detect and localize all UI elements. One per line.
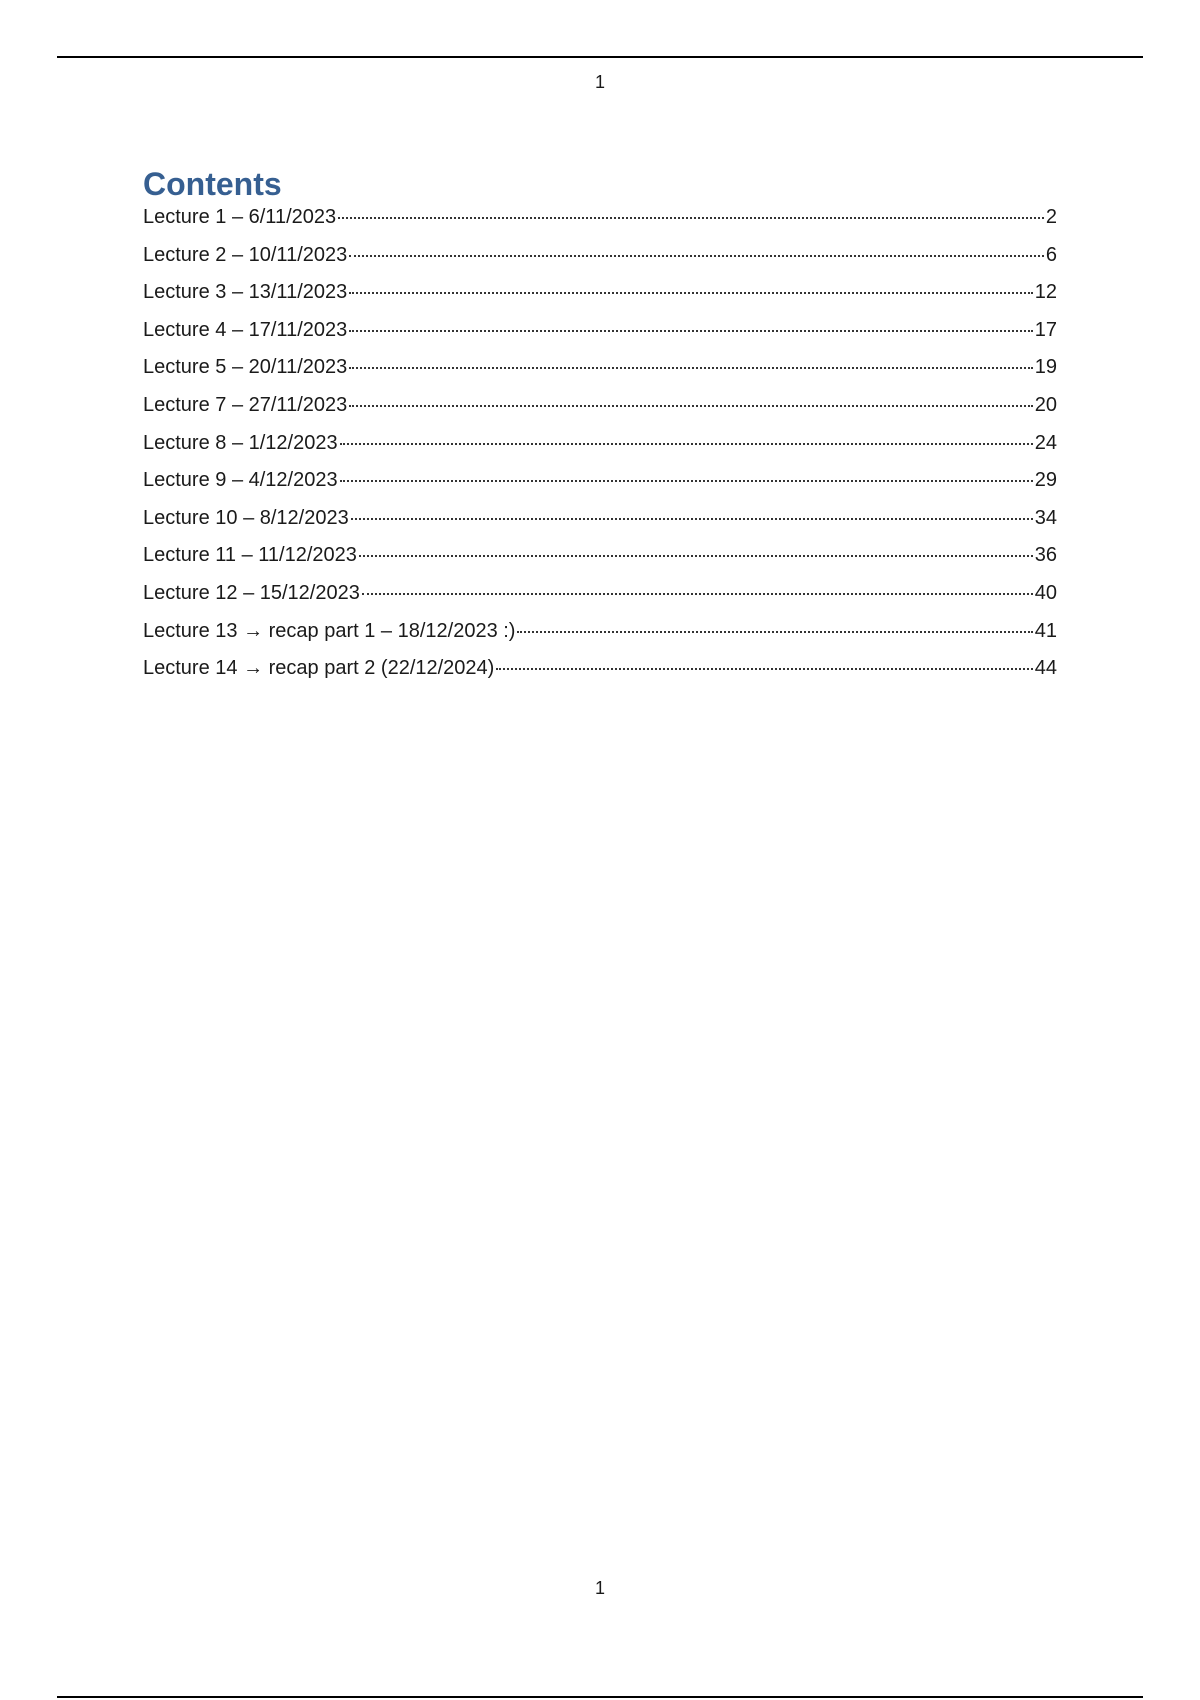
toc-entry-lecture-2[interactable] [143, 244, 1057, 282]
toc-entry-page: 24 [1034, 431, 1057, 454]
dot-leader [340, 443, 1033, 445]
toc-entry-label: Lecture 8 – 1/12/2023 [143, 431, 338, 454]
toc-entry-lecture-3[interactable] [143, 281, 1057, 319]
toc-entry-lecture-8[interactable] [143, 432, 1057, 470]
toc-entry-page: 40 [1034, 581, 1057, 604]
toc-entry-page: 20 [1034, 393, 1057, 416]
toc-entry-page: 44 [1034, 657, 1057, 680]
toc-entry-lecture-9[interactable] [143, 469, 1057, 507]
dot-leader [349, 255, 1044, 257]
toc-entry-page: 2 [1045, 206, 1057, 228]
dot-leader [349, 367, 1033, 369]
toc-entry-page: 12 [1034, 281, 1057, 304]
toc-entry-label: Lecture 2 – 10/11/2023 [143, 243, 348, 266]
toc-entry-lecture-11[interactable] [143, 544, 1057, 582]
toc-entry-label: Lecture 5 – 20/11/2023 [143, 356, 348, 379]
dot-leader [517, 631, 1032, 633]
toc-entry-page: 34 [1034, 506, 1057, 529]
toc-entry-label: Lecture 13 → recap part 1 – 18/12/2023 :) [143, 619, 516, 642]
toc-entry-label: Lecture 11 – 11/12/2023 [143, 544, 357, 567]
dot-leader [359, 555, 1033, 557]
toc-entry-page: 41 [1034, 619, 1057, 642]
toc-entry-page: 36 [1034, 544, 1057, 567]
toc-entry-lecture-7[interactable] [143, 394, 1057, 432]
toc-entry-page: 29 [1034, 469, 1057, 492]
toc-list [143, 206, 1057, 695]
table-of-contents [143, 164, 1057, 695]
toc-entry-label: Lecture 14 → recap part 2 (22/12/2024) [143, 657, 495, 680]
toc-entry-label: Lecture 10 – 8/12/2023 [143, 506, 349, 529]
toc-entry-label: Lecture 1 – 6/11/2023 [143, 206, 337, 228]
toc-entry-label: Lecture 4 – 17/11/2023 [143, 318, 348, 341]
toc-entry-lecture-4[interactable] [143, 319, 1057, 357]
dot-leader [349, 330, 1033, 332]
dot-leader [351, 518, 1033, 520]
toc-entry-page: 19 [1034, 356, 1057, 379]
dot-leader [496, 668, 1032, 670]
toc-entry-lecture-14[interactable] [143, 657, 1057, 695]
header-page-number: 1 [594, 72, 605, 92]
toc-entry-label: Lecture 3 – 13/11/2023 [143, 281, 348, 304]
toc-entry-page: 17 [1034, 318, 1057, 341]
toc-entry-lecture-12[interactable] [143, 582, 1057, 620]
toc-entry-lecture-5[interactable] [143, 356, 1057, 394]
dot-leader [338, 217, 1044, 219]
dot-leader [349, 405, 1033, 407]
toc-entry-lecture-1[interactable] [143, 206, 1057, 244]
toc-entry-label: Lecture 9 – 4/12/2023 [143, 469, 338, 492]
toc-entry-lecture-13[interactable] [143, 620, 1057, 658]
header-rule [57, 56, 1143, 58]
dot-leader [340, 480, 1033, 482]
toc-entry-page: 6 [1045, 243, 1057, 266]
dot-leader [362, 593, 1033, 595]
toc-heading: Contents [143, 166, 282, 202]
toc-entry-lecture-10[interactable] [143, 507, 1057, 545]
footer-rule [57, 1696, 1143, 1698]
toc-entry-label: Lecture 7 – 27/11/2023 [143, 393, 348, 416]
dot-leader [349, 292, 1033, 294]
footer-page-number: 1 [594, 1578, 605, 1598]
toc-entry-label: Lecture 12 – 15/12/2023 [143, 581, 360, 604]
